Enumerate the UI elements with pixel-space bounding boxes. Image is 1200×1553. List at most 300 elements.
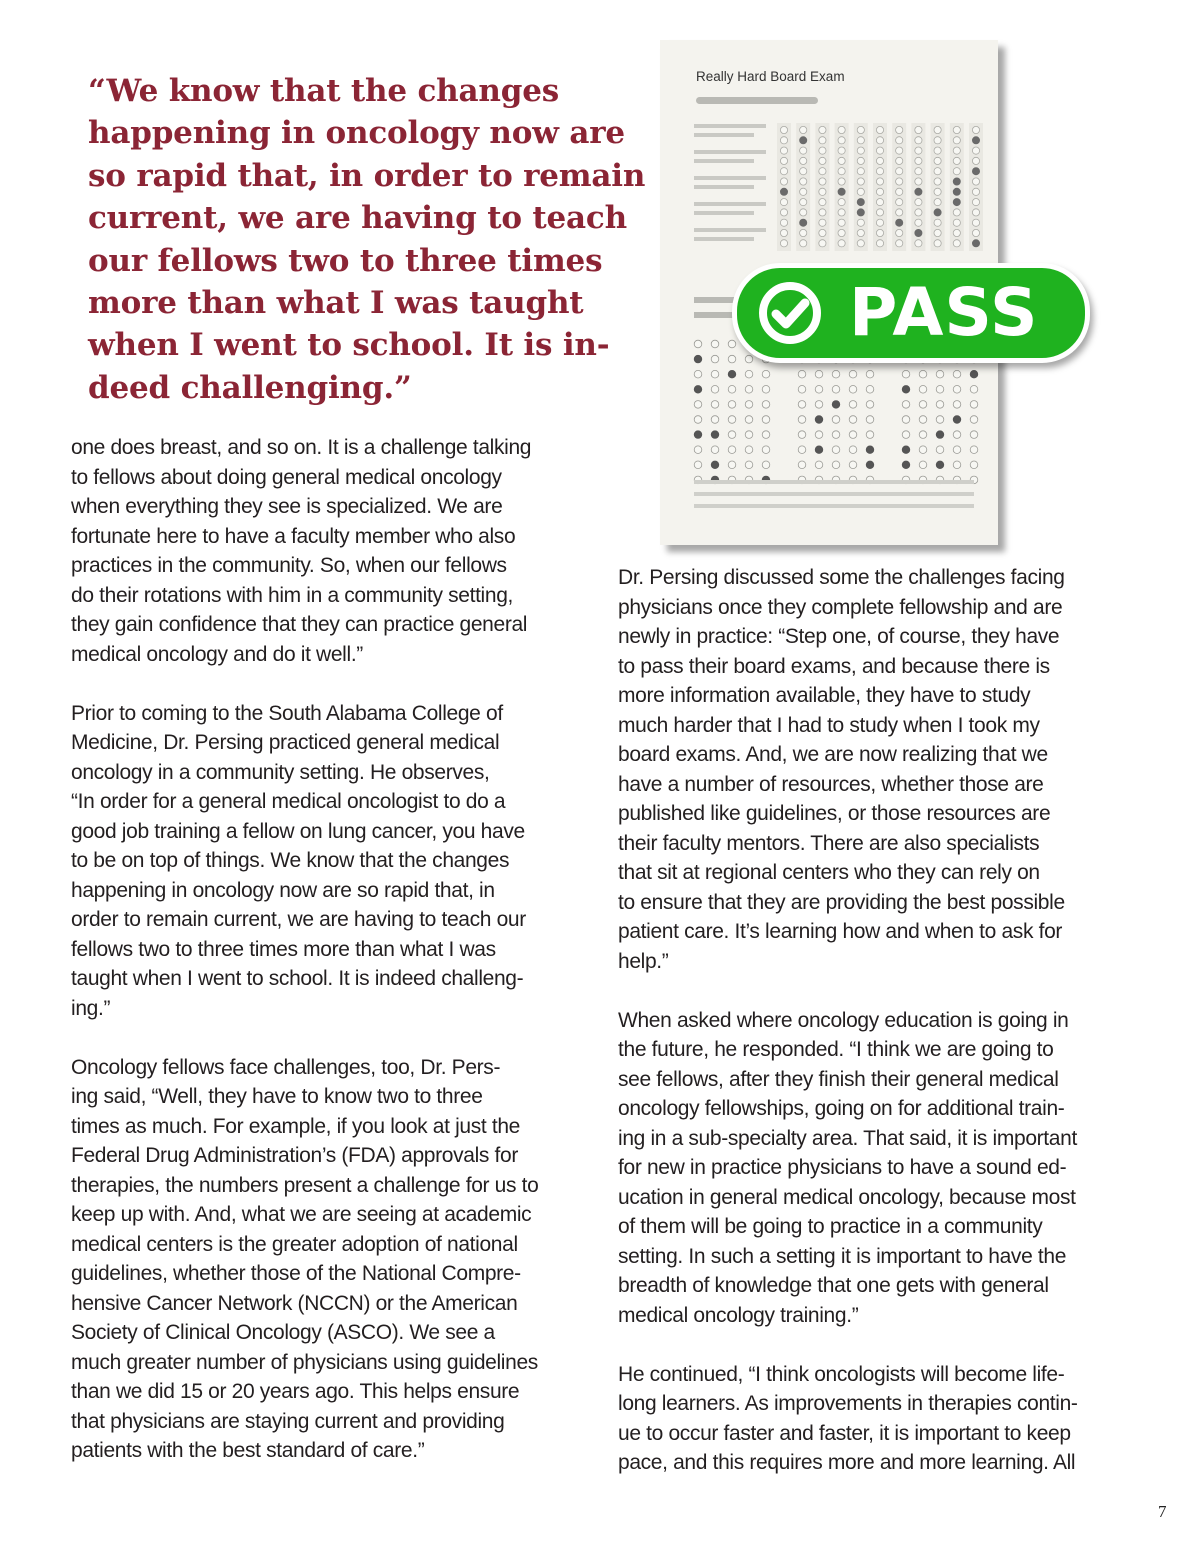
answer-bubble [745,446,753,454]
text-line: one does breast, and so on. It is a challenge talking [71,436,532,459]
filled-bubble [800,219,807,226]
answer-bubble [728,355,736,363]
pull-quote-line: happening in oncology now are [88,115,625,152]
text-line: fortunate here to have a faculty member who also [71,524,516,548]
filled-bubble [953,188,960,195]
answer-bubble [866,431,874,439]
pull-quote-line: more than what I was taught [88,285,584,322]
answer-bubble [896,199,903,206]
answer-bubble [849,386,857,394]
text-line: “In order for a general medical oncologist to do a [71,790,506,813]
answer-bubble [711,370,719,378]
text-line: have a number of resources, whether those are [618,772,1044,796]
text-line: Federal Drug Administration’s (FDA) approvals for [71,1144,518,1167]
answer-bubble [953,157,960,164]
answer-bubble [953,431,961,439]
answer-bubble [762,386,770,394]
answer-bubble [832,386,840,394]
answer-bubble [832,461,840,469]
answer-bubble [819,126,826,133]
text-line: much harder that I had to study when I took my [618,713,1040,737]
text-line: hensive Cancer Network (NCCN) or the American [71,1291,518,1315]
answer-bubble [936,386,944,394]
answer-bubble [934,219,941,226]
text-line: to be on top of things. We know that the changes [71,849,510,872]
answer-bubble [970,461,978,469]
answer-bubble [780,137,787,144]
answer-bubble [919,431,927,439]
question-line [694,176,766,180]
answer-bubble [838,240,845,247]
answer-bubble [838,137,845,144]
answer-bubble [953,386,961,394]
pull-quote-line: “We know that the changes [88,73,559,109]
answer-bubble [876,240,883,247]
text-line: see fellows, after they finish their general medical [618,1067,1059,1091]
answer-bubble [934,178,941,185]
answer-bubble [745,416,753,424]
answer-bubble [896,229,903,236]
answer-bubble [694,340,702,348]
answer-bubble [915,178,922,185]
answer-bubble [849,446,857,454]
filled-bubble [857,209,864,216]
answer-bubble [745,431,753,439]
answer-bubble [780,240,787,247]
filled-bubble [694,431,702,439]
pull-quote-line: our fellows two to three times [88,242,603,279]
section-line [694,312,736,318]
answer-bubble [728,431,736,439]
answer-bubble [762,401,770,409]
answer-bubble [728,401,736,409]
text-line: guidelines, whether those of the National Compre- [71,1262,521,1285]
answer-bubble [838,147,845,154]
question-line [694,202,766,206]
text-line: Society of Clinical Oncology (ASCO). We see a [71,1321,495,1344]
answer-bubble [857,126,864,133]
answer-bubble [762,370,770,378]
answer-bubble [798,370,806,378]
answer-bubble [780,126,787,133]
text-line: keep up with. And, what we are seeing at academic [71,1203,532,1226]
answer-bubble [798,431,806,439]
answer-bubble [953,168,960,175]
answer-bubble [953,461,961,469]
pass-label: PASS [849,274,1039,351]
answer-bubble [902,431,910,439]
answer-bubble [876,126,883,133]
answer-bubble [815,431,823,439]
answer-bubble [819,229,826,236]
answer-bubble [762,446,770,454]
answer-bubble [953,126,960,133]
answer-bubble [728,340,736,348]
text-line: ing in a sub-specialty area. That said, it is important [618,1126,1077,1150]
text-line: of them will be going to practice in a community [618,1215,1043,1238]
text-line: board exams. And, we are now realizing that we [618,743,1048,766]
text-line: more information available, they have to study [618,684,1031,707]
filled-bubble [972,137,979,144]
text-line: setting. In such a setting it is important to have the [618,1244,1067,1268]
answer-bubble [838,157,845,164]
answer-bubble [728,386,736,394]
filled-bubble [728,370,736,378]
answer-bubble [694,461,702,469]
answer-bubble [728,461,736,469]
footer-line [694,504,974,508]
answer-bubble [953,209,960,216]
answer-bubble [876,188,883,195]
answer-bubble [832,416,840,424]
filled-bubble [953,199,960,206]
text-line: practices in the community. So, when our fellows [71,554,507,577]
answer-bubble [876,199,883,206]
answer-bubble [711,401,719,409]
answer-bubble [832,446,840,454]
answer-bubble [745,370,753,378]
filled-bubble [896,219,903,226]
answer-bubble [915,157,922,164]
text-line: long learners. As improvements in therapies contin- [618,1392,1078,1415]
answer-bubble [838,178,845,185]
answer-bubble [815,370,823,378]
answer-bubble [915,137,922,144]
answer-bubble [919,370,927,378]
filled-bubble [953,178,960,185]
answer-bubble [896,188,903,195]
answer-bubble [953,137,960,144]
text-line: ucation in general medical oncology, because most [618,1185,1076,1209]
answer-bubble [819,199,826,206]
filled-bubble [832,401,840,409]
left-column [71,433,591,1466]
pass-badge [732,263,1090,363]
answer-bubble [876,137,883,144]
answer-bubble [711,386,719,394]
question-line [694,237,754,241]
section-line [694,297,736,303]
filled-bubble [866,446,874,454]
text-line: order to remain current, we are having to teach our [71,908,526,931]
answer-bubble [896,178,903,185]
answer-bubble [800,126,807,133]
filled-bubble [953,416,961,424]
answer-bubble [970,401,978,409]
answer-bubble [953,240,960,247]
question-line [694,133,754,137]
text-line: to pass their board exams, and because there is [618,654,1050,678]
answer-bubble [876,157,883,164]
pull-quote-line: current, we are having to teach [88,200,627,237]
answer-bubble [819,209,826,216]
answer-bubble [919,446,927,454]
text-line: medical oncology training.” [618,1303,859,1327]
answer-bubble [815,386,823,394]
answer-bubble [936,370,944,378]
exam-title: Really Hard Board Exam [696,69,845,84]
filled-bubble [815,446,823,454]
question-line [694,228,766,232]
answer-bubble [970,386,978,394]
text-line: do their rotations with him in a community setting, [71,583,514,607]
filled-bubble [711,431,719,439]
answer-bubble [902,401,910,409]
filled-bubble [694,355,702,363]
filled-bubble [970,370,978,378]
filled-bubble [857,199,864,206]
answer-bubble [915,199,922,206]
text-line: that physicians are staying current and providing [71,1409,505,1433]
answer-bubble [800,229,807,236]
filled-bubble [972,240,979,247]
answer-bubble [798,446,806,454]
answer-bubble [745,386,753,394]
answer-bubble [934,240,941,247]
answer-bubble [832,431,840,439]
answer-bubble [800,240,807,247]
answer-bubble [876,209,883,216]
answer-bubble [896,147,903,154]
answer-bubble [953,219,960,226]
answer-bubble [728,416,736,424]
answer-bubble [876,168,883,175]
text-line: to ensure that they are providing the best possible [618,890,1065,914]
answer-bubble [934,137,941,144]
answer-bubble [849,416,857,424]
answer-bubble [800,209,807,216]
text-line: times as much. For example, if you look at just the [71,1114,521,1138]
answer-bubble [972,199,979,206]
answer-bubble [819,147,826,154]
answer-bubble [934,147,941,154]
answer-bubble [896,240,903,247]
text-line: taught when I went to school. It is indeed challeng- [71,967,524,990]
text-line: to fellows about doing general medical oncology [71,465,502,489]
answer-bubble [936,446,944,454]
answer-bubble [970,446,978,454]
answer-bubble [953,229,960,236]
answer-bubble [972,229,979,236]
answer-bubble [857,178,864,185]
body-paragraph [71,433,591,669]
answer-bubble [866,370,874,378]
filled-bubble [915,229,922,236]
answer-bubble [896,126,903,133]
answer-bubble [798,386,806,394]
answer-bubble [819,137,826,144]
text-line: published like guidelines, or those resources are [618,802,1051,825]
answer-bubble [972,157,979,164]
answer-bubble [838,168,845,175]
text-line: patients with the best standard of care.” [71,1439,425,1462]
body-paragraph [71,699,591,1024]
answer-bubble [919,416,927,424]
answer-bubble [819,240,826,247]
right-column [618,563,1138,1478]
answer-bubble [915,219,922,226]
answer-bubble [838,126,845,133]
text-line: Oncology fellows face challenges, too, Dr. Pers- [71,1055,501,1079]
answer-bubble [936,401,944,409]
answer-bubble [849,461,857,469]
text-line: Dr. Persing discussed some the challenges facing [618,566,1065,589]
answer-bubble [819,168,826,175]
body-paragraph [618,1360,1138,1478]
answer-bubble [780,229,787,236]
body-paragraph [71,1053,591,1466]
filled-bubble [866,461,874,469]
answer-bubble [896,157,903,164]
answer-bubble [762,431,770,439]
question-line [694,124,766,128]
filled-bubble [838,188,845,195]
pull-quote-line: deed challenging.” [88,369,412,406]
answer-bubble [970,431,978,439]
answer-bubble [934,229,941,236]
text-line: ing said, “Well, they have to know two to three [71,1085,483,1108]
filled-bubble [972,168,979,175]
answer-bubble [819,178,826,185]
answer-bubble [800,188,807,195]
answer-bubble [876,219,883,226]
filled-bubble [915,188,922,195]
text-line: ing.” [71,996,111,1020]
answer-bubble [972,126,979,133]
answer-bubble [800,178,807,185]
answer-bubble [711,446,719,454]
answer-bubble [915,209,922,216]
answer-bubble [798,416,806,424]
answer-bubble [934,188,941,195]
answer-bubble [972,219,979,226]
answer-bubble [800,157,807,164]
filled-bubble [711,461,719,469]
answer-bubble [798,461,806,469]
answer-bubble [915,126,922,133]
answer-bubble [902,416,910,424]
answer-bubble [953,446,961,454]
footer-line [694,492,974,496]
text-line: oncology in a community setting. He observes, [71,760,490,784]
text-line: breadth of knowledge that one gets with general [618,1274,1049,1297]
text-line: much greater number of physicians using guidelines [71,1350,538,1374]
answer-bubble [896,137,903,144]
answer-bubble [780,219,787,226]
question-line [694,159,754,163]
answer-bubble [711,340,719,348]
answer-bubble [745,461,753,469]
answer-bubble [953,401,961,409]
question-line [694,211,754,215]
answer-bubble [857,168,864,175]
answer-bubble [866,386,874,394]
filled-bubble [815,416,823,424]
answer-bubble [800,147,807,154]
answer-bubble [849,370,857,378]
text-line: for new in practice physicians to have a sound ed- [618,1156,1067,1179]
text-line: patient care. It’s learning how and when to ask for [618,920,1063,943]
answer-bubble [762,461,770,469]
answer-bubble [934,168,941,175]
answer-bubble [857,137,864,144]
answer-bubble [896,209,903,216]
answer-bubble [876,147,883,154]
answer-bubble [857,219,864,226]
answer-bubble [915,168,922,175]
answer-bubble [970,416,978,424]
footer-line [694,480,974,484]
answer-bubble [972,178,979,185]
answer-bubble [838,209,845,216]
answer-bubble [919,401,927,409]
body-paragraph [618,1006,1138,1331]
text-line: medical oncology and do it well.” [71,642,363,666]
text-line: help.” [618,949,669,973]
answer-bubble [800,168,807,175]
answer-bubble [972,209,979,216]
answer-bubble [934,157,941,164]
answer-bubble [919,461,927,469]
text-line: when everything they see is specialized. We are [71,495,503,518]
text-line: He continued, “I think oncologists will become life- [618,1362,1065,1386]
answer-bubble [832,370,840,378]
answer-bubble [838,199,845,206]
answer-bubble [972,147,979,154]
answer-bubble [819,219,826,226]
text-line: than we did 15 or 20 years ago. This helps ensure [71,1380,520,1403]
answer-bubble [838,229,845,236]
text-line: Medicine, Dr. Persing practiced general medical [71,731,500,754]
answer-bubble [857,157,864,164]
answer-bubble [780,157,787,164]
question-line [694,185,754,189]
text-line: physicians once they complete fellowship and are [618,595,1063,619]
answer-bubble [857,240,864,247]
pull-quote-line: when I went to school. It is in- [88,327,610,364]
answer-bubble [936,416,944,424]
filled-bubble [936,431,944,439]
answer-bubble [800,199,807,206]
answer-bubble [745,355,753,363]
text-line: newly in practice: “Step one, of course, they have [618,625,1060,648]
answer-bubble [876,178,883,185]
answer-bubble [815,401,823,409]
answer-bubble [798,401,806,409]
answer-bubble [780,178,787,185]
answer-bubble [866,401,874,409]
answer-bubble [694,446,702,454]
body-paragraph [618,563,1138,976]
answer-bubble [728,446,736,454]
answer-bubble [857,147,864,154]
text-line: the future, he responded. “I think we are going to [618,1038,1054,1061]
title-underline [696,97,818,104]
text-line: therapies, the numbers present a challenge for us to [71,1173,539,1197]
answer-bubble [819,157,826,164]
answer-bubble [857,188,864,195]
text-line: ue to occur faster and faster, it is important to keep [618,1421,1071,1445]
answer-bubble [780,147,787,154]
text-line: When asked where oncology education is going in [618,1008,1069,1032]
answer-bubble [711,416,719,424]
answer-bubble [896,168,903,175]
text-line: fellows two to three times more than what I was [71,937,496,961]
page-number: 7 [1158,1502,1167,1521]
text-line: good job training a fellow on lung cancer, you have [71,819,525,843]
filled-bubble [902,446,910,454]
filled-bubble [902,386,910,394]
